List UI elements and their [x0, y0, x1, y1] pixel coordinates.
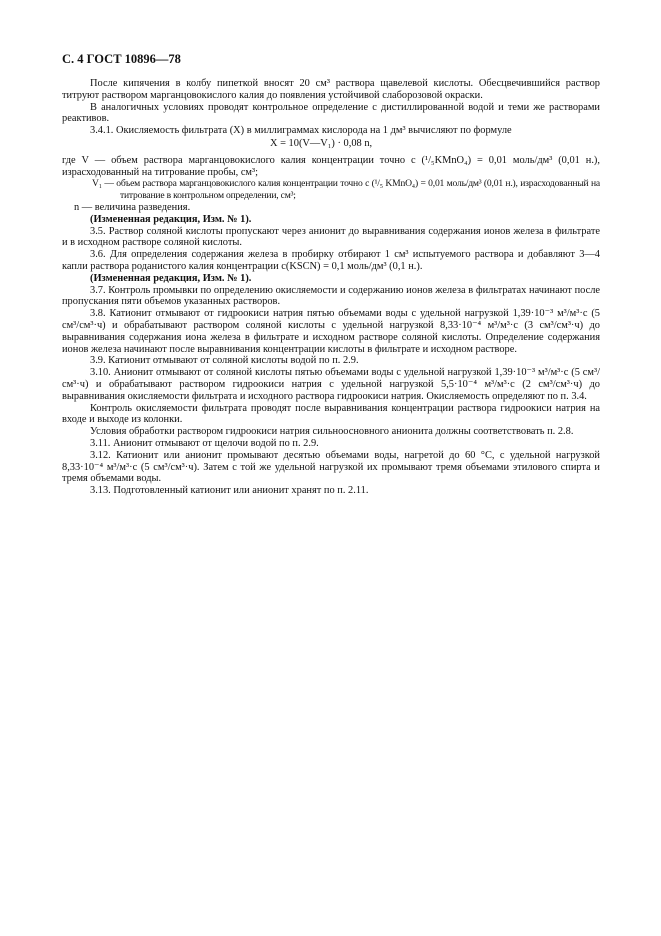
clause-3-4-1: 3.4.1. Окисляемость фильтрата (X) в миллиграммах кислорода на 1 дм³ вычисляют по формуле: [90, 125, 512, 137]
oxidizability-formula: X = 10(V—V₁) · 0,08 n,: [270, 137, 373, 149]
clause-3-7: 3.7. Контроль промывки по определению окисляемости и содержанию ионов железа в фильтратах начинают после пропускания пяти объемов указанных растворов.: [62, 284, 600, 308]
paragraph-conditions: Условия обработки раствором гидроокиси натрия сильноосновного анионита должны соответствовать п. 2.8.: [90, 426, 574, 438]
clause-3-8: 3.8. Катионит отмывают от гидроокиси натрия пятью объемами воды с удельной нагрузкой 1,39·10⁻³ м³/м³·с (5 см³/см³·ч) и обрабатывают раствором соляной кислоты с удельной нагрузкой 8,33·10⁻⁴ м³/м³·с (3 см³/см³·ч) до выравнивания содержания иона железа в фильтрате и исходном растворе соляной кислоты. Определение содержания ионов железа начинают после выравнивания концентрации кислоты в фильтрате и исходном растворе.: [62, 308, 600, 355]
clause-3-9: 3.9. Катионит отмывают от соляной кислоты водой по п. 2.9.: [90, 355, 359, 367]
definition-n: n — величина разведения.: [74, 201, 191, 213]
document-body: [62, 68, 600, 497]
paragraph-2: В аналогичных условиях проводят контрольное определение с дистиллированной водой и теми же растворами реактивов.: [62, 101, 600, 125]
clause-3-13: 3.13. Подготовленный катионит или анионит хранят по п. 2.11.: [90, 485, 369, 497]
clause-3-10: 3.10. Анионит отмывают от соляной кислоты пятью объемами воды с удельной нагрузкой 1,39·10⁻³ м³/м³·с (5 см³/см³·ч) и обрабатывают раствором гидроокиси натрия с удельной нагрузкой 5,5·10⁻⁴ м³/м³·с (2 см³/см³·ч) до выравнивания окисляемости фильтрата и исходного раствора гидроокиси натрия. Окисляемость определяют по п. 3.4.: [62, 367, 600, 402]
paragraph-1: После кипячения в колбу пипеткой вносят 20 см³ раствора щавелевой кислоты. Обесцвечившийся раствор титруют раствором марганцовокислого калия до появления устойчивой слаборозовой окраски.: [62, 78, 600, 101]
clause-3-12: 3.12. Катионит или анионит промывают десятью объемами воды, нагретой до 60 °С, с удельной нагрузкой 8,33·10⁻⁴ м³/м³·с (5 см³/см³·ч). Затем с той же удельной нагрузкой их промывают тремя объемами этилового спирта и тремя объемами воды.: [62, 449, 600, 485]
paragraph-control: Контроль окисляемости фильтрата проводят после выравнивания концентрации раствора гидроокиси натрия на входе и выходе из колонки.: [62, 402, 600, 426]
clause-3-6: 3.6. Для определения содержания железа в пробирку отбирают 1 см³ испытуемого раствора и добавляют 3—4 капли раствора роданистого калия концентрации c(KSCN) = 0,1 моль/дм³ (0,1 н.).: [62, 249, 600, 272]
page-header: С. 4 ГОСТ 10896—78: [62, 52, 181, 66]
definition-v1: V₁ — объем раствора марганцовокислого калия концентрации точно c (¹/₅ KMnO₄) = 0,01 моль/дм³ (0,01 н.), израсходованный на титрование в контрольном определении, см³;: [92, 178, 600, 202]
clause-3-5: 3.5. Раствор соляной кислоты пропускают через анионит до выравнивания содержания ионов железа в фильтрате и в исходном растворе соляной кислоты.: [62, 225, 600, 249]
clause-3-11: 3.11. Анионит отмывают от щелочи водой по п. 2.9.: [90, 437, 319, 449]
amendment-note-1: (Измененная редакция, Изм. № 1).: [90, 213, 252, 225]
amendment-note-2: (Измененная редакция, Изм. № 1).: [90, 272, 252, 284]
definition-v: где V — объем раствора марганцовокислого калия концентрации точно c (¹/₅KMnO₄) = 0,01 моль/дм³ (0,01 н.), израсходованный на титрование пробы, см³;: [62, 154, 600, 178]
